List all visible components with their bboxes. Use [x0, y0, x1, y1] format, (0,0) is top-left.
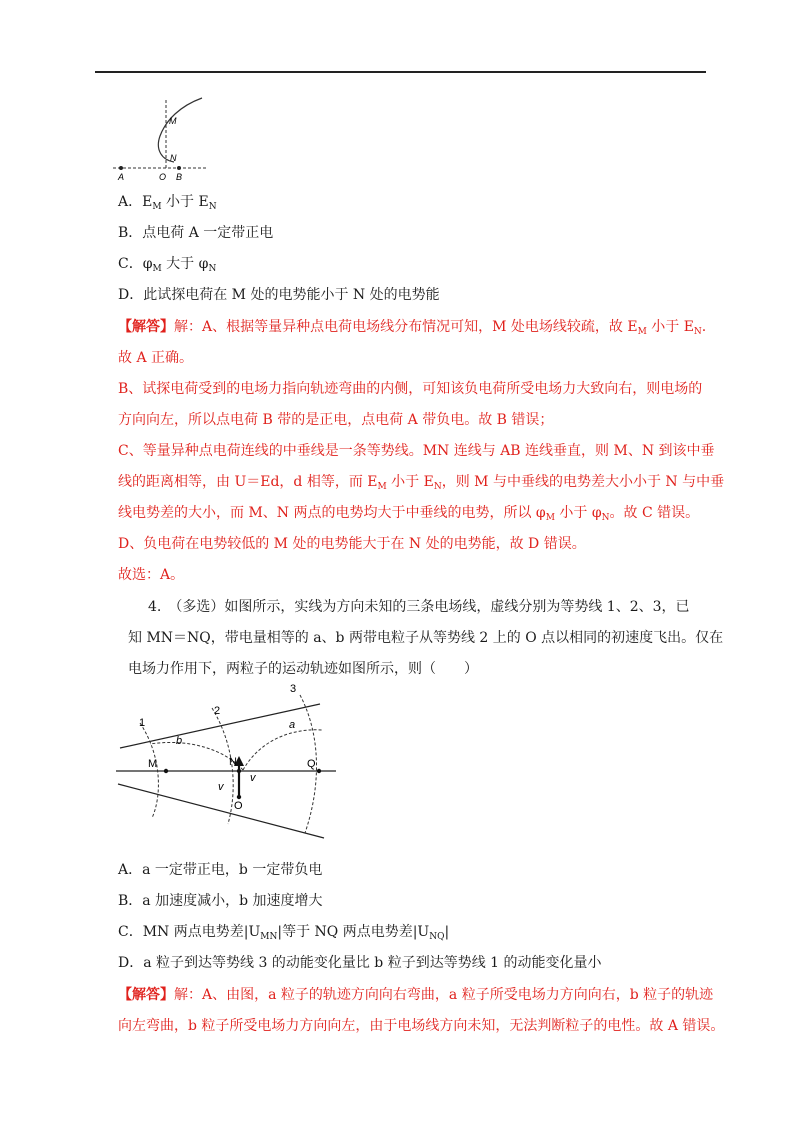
q3-answer-line-3: B、试探电荷受到的电场力指向轨迹弯曲的内侧，可知该负电荷所受电场力大致向右，则电场的 [118, 381, 703, 397]
label-a: a [289, 719, 296, 731]
q4-option-d: D．a 粒子到达等势线 3 的动能变化量比 b 粒子到达等势线 1 的动能变化量小 [118, 955, 602, 971]
q3-answer-line-5: C、等量异种点电荷连线的中垂线是一条等势线。MN 连线与 AB 连线垂直，则 M、N 到该中垂 [118, 443, 715, 459]
label-2: 2 [214, 705, 221, 717]
q4-option-c: C．MN 两点电势差$|U_{MN}|$等于 NQ 两点电势差$|U_{NQ}|$ [118, 924, 450, 942]
q4-answer-line-2: 向左弯曲，b 粒子所受电场力方向向左，由于电场线方向未知，无法判断粒子的电性。故 A 错误。 [118, 1018, 725, 1034]
q3-answer-line-2: 故 A 正确。 [118, 350, 194, 366]
q3-option-a: A．$E_M$ 小于 $E_N$ [118, 194, 217, 212]
q3-option-d: D．此试探电荷在 M 处的电势能小于 N 处的电势能 [118, 287, 440, 303]
q3-answer-line-9: 故选：A。 [118, 567, 185, 583]
q4-option-b: B．a 加速度减小，b 加速度增大 [118, 893, 323, 909]
label-v-right: v [250, 772, 256, 784]
label-b: b [176, 735, 183, 747]
fig1-label-n: N [170, 153, 177, 163]
fig1-trajectory-curve [158, 98, 202, 162]
fig1-label-o: O [159, 172, 167, 182]
q3-option-b: B．点电荷 A 一定带正电 [118, 225, 274, 241]
point-m [164, 769, 168, 773]
fig1-label-m: M [169, 116, 177, 126]
label-q: Q [307, 758, 316, 770]
fig1-point-b [177, 166, 181, 170]
figure-2-diagram [110, 678, 345, 843]
label-n: N [229, 756, 237, 768]
q3-answer-line-1: 【解答】解：A、根据等量异种点电荷电场线分布情况可知，M 处电场线较疏，故 $E_M$ 小于 $E_N$. [118, 319, 707, 337]
q4-answer-line-1: 【解答】解：A、由图，a 粒子的轨迹方向向右弯曲，a 粒子所受电场力方向向右，b 粒子的轨迹 [118, 987, 714, 1003]
q3-answer-line-7: 线电势差的大小，而 M、N 两点的电势均大于中垂线的电势，所以 $\varphi_M$ 小于 $\varphi_N$。故 C 错误。 [118, 505, 700, 523]
label-3: 3 [290, 683, 297, 695]
q4-option-a: A．a 一定带正电，b 一定带负电 [118, 862, 323, 878]
q4-stem-line-1: 4. （多选）如图所示，实线为方向未知的三条电场线，虚线分别为等势线 1、2、3，已 [148, 599, 690, 615]
header-rule [95, 71, 706, 73]
q3-answer-line-4: 方向向左，所以点电荷 B 带的是正电，点电荷 A 带负电。故 B 错误； [118, 412, 554, 428]
q4-stem-line-3: 电场力作用下，两粒子的运动轨迹如图所示，则（ ） [128, 661, 478, 677]
label-o: O [234, 800, 243, 812]
point-q [317, 769, 321, 773]
fig1-label-a: A [118, 172, 125, 182]
label-1: 1 [139, 717, 146, 729]
q3-answer-line-8: D、负电荷在电势较低的 M 处的电势能大于在 N 处的电势能，故 D 错误。 [118, 536, 586, 552]
figure-1-diagram [110, 92, 210, 182]
fig1-point-a [119, 166, 123, 170]
q3-answer-line-6: 线的距离相等，由 U＝Ed，d 相等，而 $E_M$ 小于 $E_N$，则 M 与中垂线的电势差大小小于 N 与中垂 [118, 474, 725, 492]
answer-tag: 【解答】 [118, 987, 174, 1003]
answer-tag: 【解答】 [118, 319, 174, 335]
q3-option-c: C．$\varphi_M$ 大于 $\varphi_N$ [118, 256, 217, 274]
point-n [237, 769, 241, 773]
q4-stem-line-2: 知 MN＝NQ，带电量相等的 a、b 两带电粒子从等势线 2 上的 O 点以相同的初速度飞出。仅在 [128, 630, 724, 646]
label-v-left: v [218, 781, 224, 793]
fig1-label-b: B [176, 172, 183, 182]
label-m: M [148, 758, 158, 770]
point-o [237, 795, 241, 799]
